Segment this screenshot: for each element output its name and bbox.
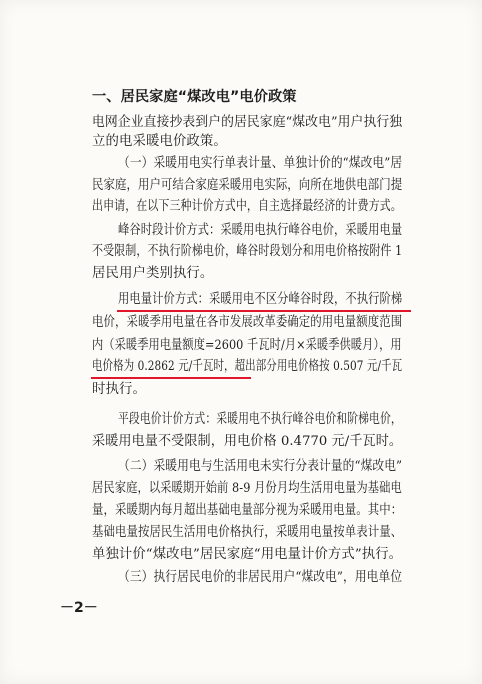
red-underline-1 [117, 310, 411, 312]
body-line-5: 出申请，在以下三种计价方式中，自主选择最经济的计费方式。 [92, 199, 402, 214]
body-line-18: 量，采暖期内每月超出基础电量部分视为采暖用电量。其中： [92, 503, 403, 518]
body-line-17: 居民家庭，以采暖期开始前 8-9 月份月均生活用电量为基础电 [92, 481, 402, 496]
body-line-2: 立的电采暖电价政策。 [92, 134, 227, 149]
body-line-13: 时执行。 [92, 382, 146, 397]
body-line-14: 平段电价计价方式：采暖用电不执行峰谷电价和阶梯电价， [118, 412, 402, 427]
section-heading: 一、居民家庭“煤改电”电价政策 [92, 89, 297, 105]
body-line-19: 基础电量按居民生活用电价格执行，采暖用电量按单表计量、 [92, 525, 403, 540]
body-line-9: 用电量计价方式：采暖用电不区分峰谷时段，不执行阶梯 [118, 292, 403, 307]
body-line-15: 采暖用电量不受限制，用电价格 0.4770 元/千瓦时。 [92, 434, 403, 449]
body-line-12: 电价格为 0.2862 元/千瓦时，超出部分用电价格按 0.507 元/千瓦 [92, 359, 403, 374]
body-line-11: 内（采暖季用电量额度=2600 千瓦时/月×采暖季供暖月），用 [92, 338, 402, 353]
body-line-21: （三）执行居民电价的非居民用户“煤改电”，用电单位 [118, 570, 403, 585]
body-line-7: 不受限制，不执行阶梯电价，峰谷时段划分和用电价格按附件 1 [92, 244, 403, 259]
body-line-1: 电网企业直接抄表到户的居民家庭“煤改电”用户执行独 [92, 115, 403, 130]
page-number: －2－ [60, 600, 98, 616]
red-underline-2 [91, 377, 251, 379]
body-line-20: 单独计价“煤改电”居民家庭“用电量计价方式”执行。 [92, 547, 403, 562]
body-line-8: 居民用户类别执行。 [92, 266, 214, 281]
body-line-3: （一）采暖用电实行单表计量、单独计价的“煤改电”居 [118, 156, 403, 171]
body-line-10: 电价，采暖季用电量在各市发展改革委确定的用电量额度范围 [92, 315, 403, 330]
body-line-16: （二）采暖用电与生活用电未实行分表计量的“煤改电” [118, 459, 403, 474]
body-line-6: 峰谷时段计价方式：采暖用电执行峰谷电价，采暖用电量 [118, 223, 403, 238]
body-line-4: 民家庭，用户可结合家庭采暖用电实际，向所在地供电部门提 [92, 178, 403, 193]
